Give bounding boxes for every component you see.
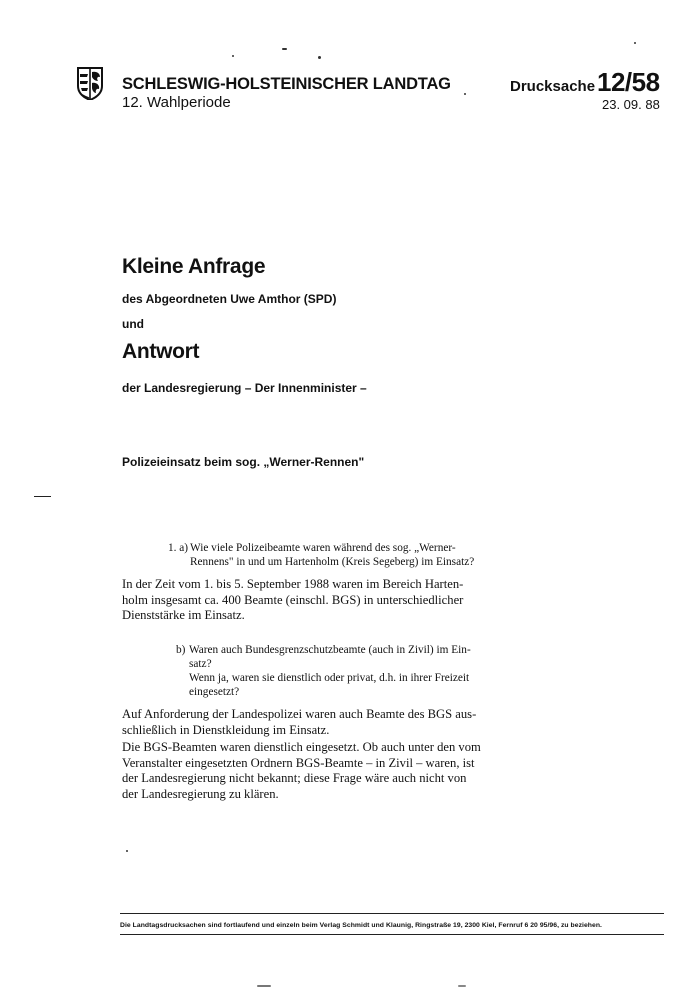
answer-1a-line-1: In der Zeit vom 1. bis 5. September 1988 waren im Bereich Harten- bbox=[122, 577, 464, 591]
margin-mark bbox=[34, 496, 51, 497]
state-coat-of-arms-icon bbox=[76, 66, 104, 100]
footer-rule-top bbox=[120, 913, 664, 914]
answer-1b-part-2-line-3: der Landesregierung nicht bekannt; diese Frage wäre auch nicht von bbox=[122, 771, 467, 785]
question-1a-label: 1. a) bbox=[168, 542, 189, 554]
question-1b-line-1: Waren auch Bundesgrenzschutzbeamte (auch in Zivil) im Ein- bbox=[189, 644, 471, 656]
question-1b-followup bbox=[189, 672, 489, 699]
scan-speck bbox=[257, 985, 271, 987]
scan-speck bbox=[464, 93, 466, 95]
question-1b bbox=[176, 644, 496, 671]
scan-speck bbox=[282, 48, 287, 50]
footer-rule-bottom bbox=[120, 934, 664, 935]
answer-1b-part-2-line-2: Veranstalter eingesetzten Ordnern BGS-Beamte – in Zivil – waren, ist bbox=[122, 755, 475, 770]
footer-note: Die Landtagsdrucksachen sind fortlaufend und einzeln beim Verlag Schmidt und Klaunig, Ringstraße 19, 2300 Kiel, Fernruf 6 20 95/96, zu beziehen. bbox=[120, 922, 602, 929]
scan-speck bbox=[318, 56, 321, 59]
document-date: 23. 09. 88 bbox=[602, 97, 660, 112]
electoral-period: 12. Wahlperiode bbox=[122, 94, 231, 111]
answer-1a-line-2: holm insgesamt ca. 400 Beamte (einschl. BGS) in unterschiedlicher bbox=[122, 592, 464, 607]
answer-1b-part-1-line-1: Auf Anforderung der Landespolizei waren auch Beamte des BGS aus- bbox=[122, 707, 477, 721]
scan-speck bbox=[232, 55, 234, 57]
answer-1b-part-2-line-1: Die BGS-Beamten waren dienstlich eingesetzt. Ob auch unter den vom bbox=[122, 740, 481, 754]
drucksache-number: 12/58 bbox=[597, 67, 660, 97]
question-1b-followup-line-1: Wenn ja, waren sie dienstlich oder privat, d.h. in ihrer Freizeit bbox=[189, 672, 470, 684]
question-1a-line-1: Wie viele Polizeibeamte waren während des sog. „Werner- bbox=[190, 542, 456, 554]
scan-speck bbox=[634, 42, 636, 44]
scan-speck bbox=[458, 985, 466, 987]
kleine-anfrage-heading: Kleine Anfrage bbox=[122, 255, 266, 278]
answer-1b-part-1 bbox=[122, 707, 500, 738]
question-1a bbox=[168, 542, 498, 569]
answer-1b-part-1-line-2: schließlich in Dienstkleidung im Einsatz. bbox=[122, 722, 330, 737]
answer-1b-part-2 bbox=[122, 740, 500, 802]
question-1b-followup-line-2: eingesetzt? bbox=[189, 685, 240, 698]
answer-1a bbox=[122, 577, 497, 624]
antwort-heading: Antwort bbox=[122, 340, 200, 363]
parliament-name: SCHLESWIG-HOLSTEINISCHER LANDTAG bbox=[122, 75, 451, 93]
responder-line: der Landesregierung – Der Innenminister – bbox=[122, 381, 367, 395]
und-line: und bbox=[122, 317, 144, 331]
asker-line: des Abgeordneten Uwe Amthor (SPD) bbox=[122, 292, 337, 306]
scan-speck bbox=[126, 850, 128, 852]
answer-1a-line-3: Dienststärke im Einsatz. bbox=[122, 608, 245, 622]
question-1b-line-2: satz? bbox=[189, 657, 212, 670]
question-1b-label: b) bbox=[176, 644, 186, 656]
question-1a-line-2: Rennens" in und um Hartenholm (Kreis Segeberg) im Einsatz? bbox=[190, 555, 475, 568]
topic-line: Polizeieinsatz beim sog. „Werner-Rennen" bbox=[122, 455, 365, 469]
answer-1b-part-2-line-4: der Landesregierung zu klären. bbox=[122, 786, 279, 801]
drucksache-label: Drucksache bbox=[510, 78, 596, 95]
